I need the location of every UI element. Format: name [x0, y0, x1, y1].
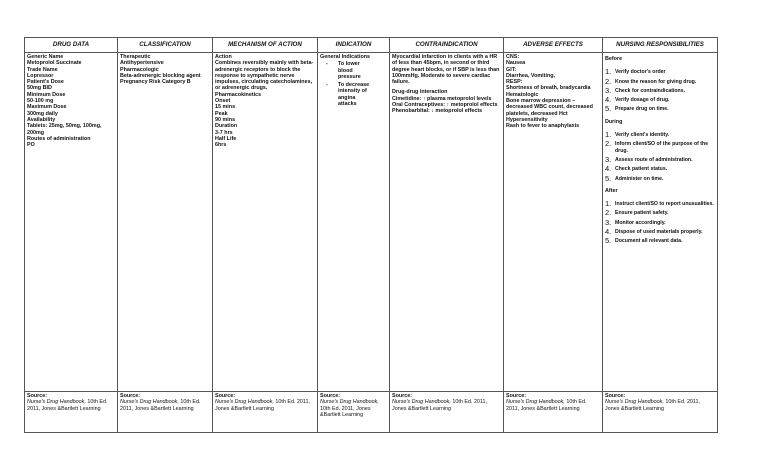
header-nursing: NURSING RESPONSIBILITIES [603, 38, 718, 53]
source-cell: Source: Nurse's Drug Handbook, 10th Ed. 2011, Jones &Bartlett Learning [504, 392, 603, 433]
contraindication-cell [390, 53, 504, 392]
mechanism-cell [213, 53, 318, 392]
adverse-line: Diarrhea, Vomiting, [506, 72, 556, 79]
mechanism-line: Action [215, 54, 232, 60]
classification-line: Antihypertensive [120, 60, 164, 67]
indication-item: - To lower blood pressure [326, 61, 372, 80]
adverse-line: Hematologic [506, 91, 539, 98]
nursing-step: 1. Instruct client/SO to report unusualities. [605, 199, 714, 209]
drug-data-line: Trade Name [27, 66, 58, 73]
nursing-before-list [605, 68, 715, 112]
header-drug-data: DRUG DATA [25, 38, 118, 53]
drug-data-line: Tablets: 25mg, 50mg, 100mg, 200mg [27, 123, 102, 136]
nursing-step: 2. Inform client/SO of the purpose of the drug. [605, 139, 709, 154]
adverse-line: Bone marrow depression – decreased WBC count, decreased platelets, decreased Hct [506, 98, 593, 117]
header-indication: INDICATION [318, 38, 390, 53]
nursing-step: 5. Prepare drug on time. [605, 104, 669, 114]
mechanism-line: Onset [215, 98, 231, 105]
nursing-during-list [605, 131, 715, 182]
nursing-cell [603, 53, 718, 392]
header-classification: CLASSIFICATION [118, 38, 213, 53]
adverse-effects-cell [504, 53, 603, 392]
drug-data-line: 50-100 mg [27, 98, 54, 105]
classification-cell [118, 53, 213, 392]
indication-list [326, 61, 387, 107]
source-cell: Source: Nurse's Drug Handbook, 10th Ed. 2011, Jones &Bartlett Learning [118, 392, 213, 433]
nursing-step: 5. Administer on time. [605, 173, 664, 183]
classification-line: Therapeutic [120, 54, 151, 60]
indication-cell [318, 53, 390, 392]
contraindication-line: Phenobarbital: ↓ metoprolol effects [392, 108, 483, 115]
drug-data-line: Metoprolol Succinate [27, 60, 82, 67]
nursing-step: 3. Assess route of administration. [605, 154, 693, 164]
mechanism-line: Peak [215, 110, 228, 117]
nursing-step: 4. Dispose of used materials properly. [605, 227, 703, 237]
adverse-line: GIT: [506, 66, 517, 73]
drug-study-table [24, 37, 718, 433]
nursing-step: 3. Monitor accordingly. [605, 217, 666, 227]
classification-line: Beta-adrenergic blocking agent [120, 72, 201, 79]
header-row [25, 38, 718, 53]
nursing-step: 1. Verify client's identity. [605, 130, 670, 140]
adverse-line: Shortness of breath, bradycardia [506, 85, 591, 92]
drug-data-line: Availability [27, 116, 56, 123]
contraindication-line: Cimetidine: ↑ plasma metoprolol levels [392, 95, 492, 102]
drug-data-line: Routes of administration [27, 135, 91, 142]
contraindication-line: Myocardial infarction in clients with a HR of less than 45bpm, in second or third degree heart blocks, or if SBP is less than 100mmHg. Moderate to severe cardiac failure. [392, 54, 500, 86]
adverse-line: CNS: [506, 54, 520, 60]
nursing-step: 1. Verify doctor's order [605, 67, 666, 77]
nursing-after-list [605, 200, 715, 244]
nursing-step: 4. Check patient status. [605, 164, 668, 174]
adverse-line: Hypersensitivity [506, 116, 548, 123]
classification-line: Pregnancy Risk Category B [120, 79, 191, 86]
adverse-line: Nausea [506, 60, 526, 67]
header-adverse-effects: ADVERSE EFFECTS [504, 38, 603, 53]
source-row [25, 392, 718, 433]
mechanism-line: Duration [215, 123, 238, 130]
source-cell: Source: Nurse's Drug Handbook, 10th Ed. 2011, Jones &Bartlett Learning [318, 392, 390, 433]
nursing-during-title: During [605, 118, 623, 125]
contraindication-line: Drug-drug interaction [392, 89, 448, 96]
adverse-line: Rash to fever to anaphylaxis [506, 123, 580, 130]
contraindication-line: Oral Contraceptives: ↑ metoprolol effects [392, 102, 498, 109]
mechanism-line: Half Life [215, 135, 237, 142]
nursing-before-title: Before [605, 56, 623, 62]
drug-data-line: Generic Name [27, 54, 64, 60]
nursing-step: 5. Document all relevant data. [605, 236, 683, 246]
classification-line: Pharmacologic [120, 66, 159, 73]
drug-data-cell [25, 53, 118, 392]
mechanism-line: 6hrs [215, 142, 227, 149]
mechanism-line: Combines reversibly mainly with beta-adrenergic receptors to block the response to sympathetic nerve impulses, circulating catecholamines, or adrenergic drugs. [215, 60, 314, 92]
source-cell: Source: Nurse's Drug Handbook, 10th Ed. 2011, Jones &Bartlett Learning [213, 392, 318, 433]
content-row [25, 53, 718, 392]
indication-title: General Indications [320, 54, 371, 60]
drug-data-line: Patient's Dose [27, 79, 64, 86]
mechanism-line: 15 mins [215, 104, 236, 111]
drug-data-line: 300mg daily [27, 110, 58, 117]
nursing-step: 4. Verify dosage of drug. [605, 95, 670, 105]
source-cell: Source: Nurse's Drug Handbook, 10th Ed. 2011, Jones &Bartlett Learning [603, 392, 718, 433]
mechanism-line: 90 mins [215, 116, 236, 123]
drug-data-line: Lopressor [27, 72, 54, 79]
source-cell: Source: Nurse's Drug Handbook, 10th Ed. 2011, Jones &Bartlett Learning [390, 392, 504, 433]
header-mechanism: MECHANISM OF ACTION [213, 38, 318, 53]
header-contraindication: CONTRAINDICATION [390, 38, 504, 53]
drug-data-line: Maximum Dose [27, 104, 67, 111]
nursing-after-title: After [605, 187, 618, 194]
mechanism-line: Pharmacokinetics [215, 91, 262, 98]
source-cell: Source: Nurse's Drug Handbook, 10th Ed. 2011, Jones &Bartlett Learning [25, 392, 118, 433]
indication-item: - To decrease intensity of angina attacks [326, 82, 372, 107]
nursing-step: 2. Know the reason for giving drug. [605, 76, 697, 86]
drug-data-line: Minimum Dose [27, 91, 66, 98]
nursing-step: 2. Ensure patient safety. [605, 208, 669, 218]
nursing-step: 3. Check for contraindications. [605, 85, 686, 95]
mechanism-line: 3-7 hrs [215, 129, 233, 136]
adverse-line: RESP: [506, 79, 523, 86]
drug-data-line: 50mg BID [27, 85, 52, 92]
drug-data-line: PO [27, 142, 35, 149]
